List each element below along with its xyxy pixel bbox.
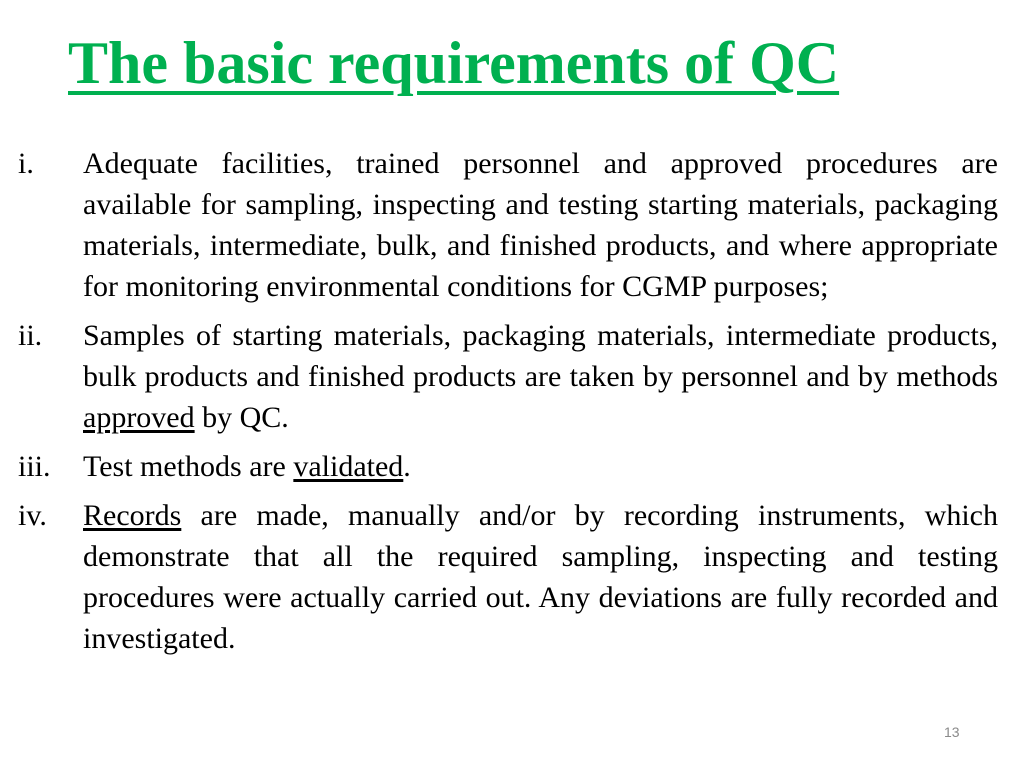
item-text: Adequate facilities, trained personnel and approved procedures are available for sampling, inspecting and testing starting materials, packaging materials, intermediate, bulk, and finished products, and where appropriate for monitoring environmental conditions for CGMP purposes; [83, 147, 998, 303]
underlined-term: Records [83, 499, 182, 532]
underlined-term: validated [293, 450, 404, 483]
item-number: i. [18, 147, 34, 180]
item-text-after: are made, manually and/or by recording instruments, which demonstrate that all the required sampling, inspecting and testing procedures were actually carried out. Any deviations are fully recorded and investigated. [83, 499, 998, 655]
item-number: ii. [18, 319, 43, 352]
requirements-list [18, 143, 998, 667]
item-text-before: Samples of starting materials, packaging materials, intermediate products, bulk products and finished products are taken by personnel and by methods [83, 319, 998, 393]
item-text [83, 315, 998, 438]
item-text-after: . [403, 450, 411, 483]
list-item [18, 446, 998, 487]
list-item [18, 315, 998, 438]
page-number: 13 [944, 724, 960, 740]
item-text-after: by QC. [194, 401, 289, 434]
item-text [83, 446, 998, 487]
list-item [18, 495, 998, 659]
item-text-before: Test methods are [83, 450, 294, 483]
list-item [18, 143, 998, 307]
slide-title: The basic requirements of QC [68, 30, 840, 96]
item-number: iv. [18, 499, 47, 532]
item-text [83, 495, 998, 659]
underlined-term: approved [83, 401, 195, 434]
item-number: iii. [18, 450, 51, 483]
